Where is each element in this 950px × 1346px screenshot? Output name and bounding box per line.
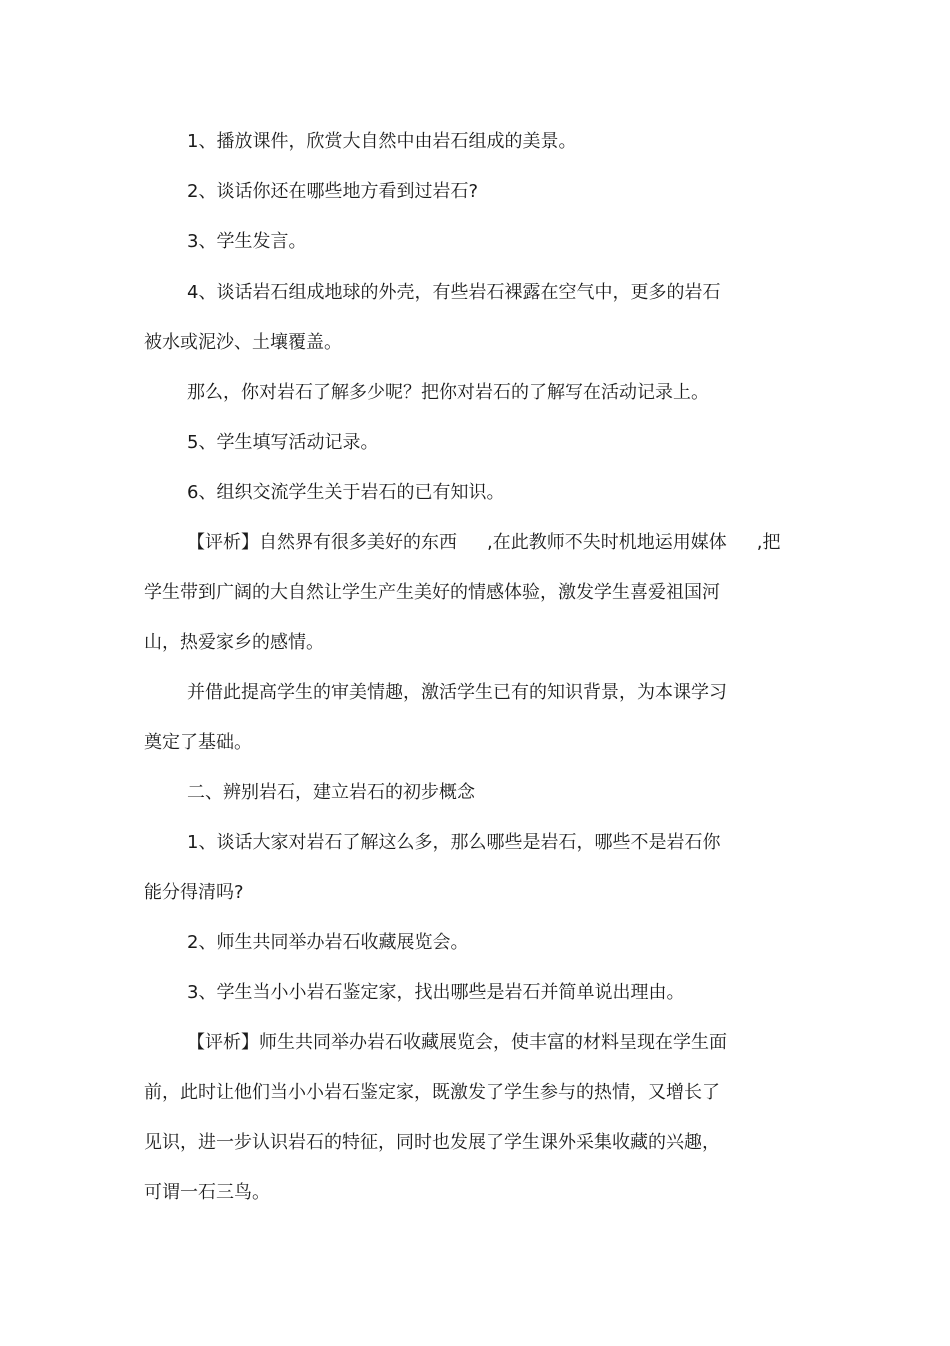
paragraph-step-3: 3、学生发言。: [187, 231, 307, 252]
paragraph-step-5: 5、学生填写活动记录。: [187, 432, 379, 453]
comment-1-part-1: 【评析】自然界有很多美好的东西: [187, 532, 457, 553]
paragraph-step-4-line-2: 被水或泥沙、土壤覆盖。: [144, 332, 342, 353]
paragraph-step-6: 6、组织交流学生关于岩石的已有知识。: [187, 482, 505, 503]
comment-2-line-3: 见识，进一步认识岩石的特征，同时也发展了学生课外采集收藏的兴趣，: [144, 1132, 720, 1153]
paragraph-s2-step-1-line-1: 1、谈话大家对岩石了解这么多，那么哪些是岩石，哪些不是岩石你: [187, 832, 721, 853]
comment-2-line-4: 可谓一石三鸟。: [144, 1182, 270, 1203]
paragraph-step-4-line-1: 4、谈话岩石组成地球的外壳，有些岩石裸露在空气中，更多的岩石: [187, 282, 721, 303]
section-heading-2: 二、辨别岩石，建立岩石的初步概念: [187, 782, 475, 803]
comment-2-line-2: 前，此时让他们当小小岩石鉴定家，既激发了学生参与的热情，又增长了: [144, 1082, 720, 1103]
paragraph-s2-step-1-line-2: 能分得清吗?: [144, 882, 244, 903]
paragraph-question: 那么，你对岩石了解多少呢？把你对岩石的了解写在活动记录上。: [187, 382, 709, 403]
comment-1-line-1: [187, 531, 780, 555]
paragraph-s2-step-3: 3、学生当小小岩石鉴定家，找出哪些是岩石并简单说出理由。: [187, 982, 685, 1003]
paragraph-step-2: 2、谈话你还在哪些地方看到过岩石?: [187, 181, 479, 202]
comment-1-part-2: ,在此教师不失时机地运用媒体: [487, 532, 727, 553]
paragraph-aesthetic-line-2: 奠定了基础。: [144, 732, 252, 753]
comment-1-part-3: ,把: [756, 532, 781, 553]
comment-2-line-1: 【评析】师生共同举办岩石收藏展览会，使丰富的材料呈现在学生面: [187, 1032, 727, 1053]
paragraph-s2-step-2: 2、师生共同举办岩石收藏展览会。: [187, 932, 469, 953]
paragraph-step-1: 1、播放课件，欣赏大自然中由岩石组成的美景。: [187, 131, 577, 152]
comment-1-line-2: 学生带到广阔的大自然让学生产生美好的情感体验，激发学生喜爱祖国河: [144, 582, 720, 603]
paragraph-aesthetic-line-1: 并借此提高学生的审美情趣，激活学生已有的知识背景，为本课学习: [187, 682, 727, 703]
comment-1-line-3: 山，热爱家乡的感情。: [144, 632, 324, 653]
